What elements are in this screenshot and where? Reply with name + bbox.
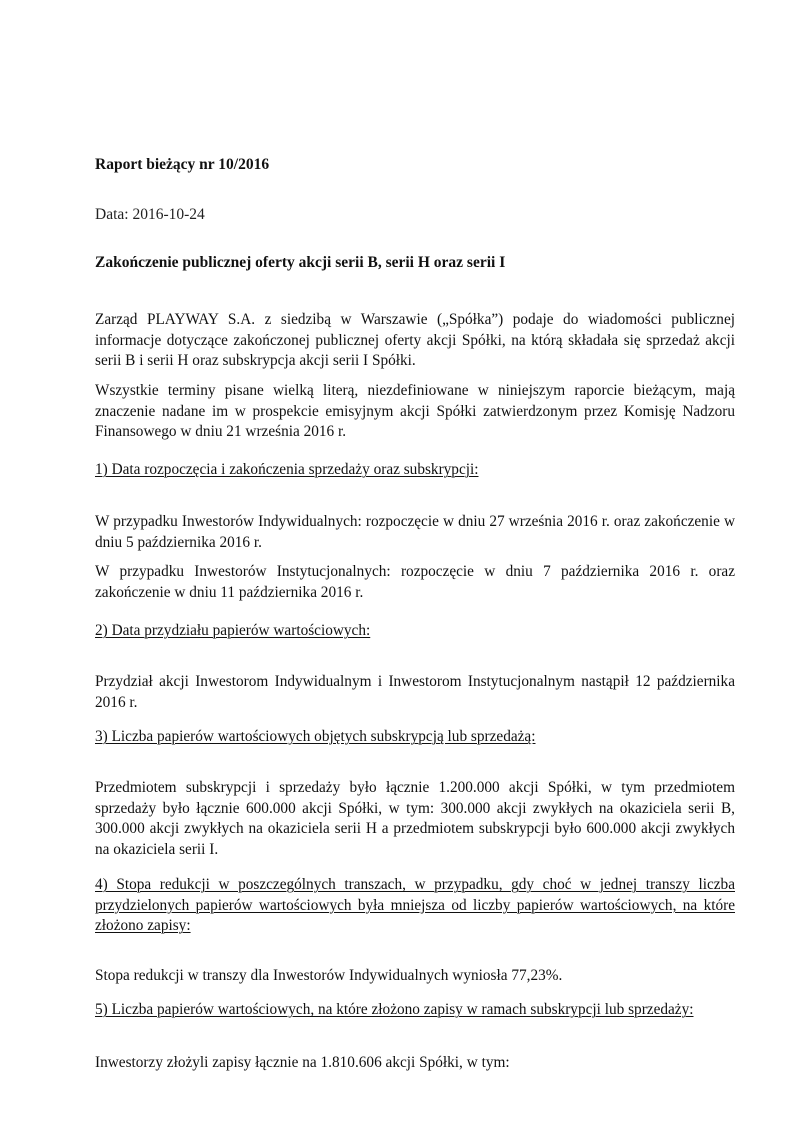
section-5-paragraph: Inwestorzy złożyli zapisy łącznie na 1.810.606 akcji Spółki, w tym: — [95, 1054, 510, 1071]
section-3-paragraph: Przedmiotem subskrypcji i sprzedaży było łącznie 1.200.000 akcji Spółki, w tym przedmiotem sprzedaży było łącznie 600.000 akcji Spółki, w tym: 300.000 akcji zwykłych na okaziciela serii B, 300.000 akcji zwykłych na okaziciela serii H a przedmiotem subskrypcji było 600.000 akcji zwykłych na okaziciela serii I. — [95, 779, 735, 858]
report-subject: Zakończenie publicznej oferty akcji serii B, serii H oraz serii I — [95, 254, 506, 271]
report-title: Raport bieżący nr 10/2016 — [95, 156, 270, 173]
section-4-heading: 4) Stopa redukcji w poszczególnych transzach, w przypadku, gdy choć w jednej transzy liczba przydzielonych papierów wartościowych była mniejsza od liczby papierów wartościowych, na które złożono zapisy: — [95, 876, 735, 934]
intro-paragraph: Zarząd PLAYWAY S.A. z siedzibą w Warszawie („Spółka”) podaje do wiadomości publicznej informacje dotyczące zakończonej publicznej oferty akcji Spółki, na którą składała się sprzedaż akcji serii B i serii H oraz subskrypcja akcji serii I Spółki. — [95, 311, 735, 369]
report-date: Data: 2016-10-24 — [95, 206, 205, 223]
section-5-heading: 5) Liczba papierów wartościowych, na które złożono zapisy w ramach subskrypcji lub sprzedaży: — [95, 1001, 694, 1018]
section-4-paragraph: Stopa redukcji w transzy dla Inwestorów Indywidualnych wyniosła 77,23%. — [95, 967, 563, 984]
section-2-paragraph: Przydział akcji Inwestorom Indywidualnym i Inwestorom Instytucjonalnym nastąpił 12 października 2016 r. — [95, 673, 735, 711]
section-1-paragraph-institutional: W przypadku Inwestorów Instytucjonalnych: rozpoczęcie w dniu 7 października 2016 r. oraz zakończenie w dniu 11 października 2016 r. — [95, 563, 735, 601]
section-2-heading: 2) Data przydziału papierów wartościowych: — [95, 622, 371, 639]
section-3-heading: 3) Liczba papierów wartościowych objętych subskrypcją lub sprzedażą: — [95, 728, 536, 745]
section-1-heading: 1) Data rozpoczęcia i zakończenia sprzedaży oraz subskrypcji: — [95, 461, 479, 478]
section-1-paragraph-individual: W przypadku Inwestorów Indywidualnych: rozpoczęcie w dniu 27 września 2016 r. oraz zakończenie w dniu 5 października 2016 r. — [95, 513, 735, 551]
definitions-paragraph: Wszystkie terminy pisane wielką literą, niezdefiniowane w niniejszym raporcie bieżącym, mają znaczenie nadane im w prospekcie emisyjnym akcji Spółki zatwierdzonym przez Komisję Nadzoru Finansowego w dniu 21 września 2016 r. — [95, 382, 735, 440]
